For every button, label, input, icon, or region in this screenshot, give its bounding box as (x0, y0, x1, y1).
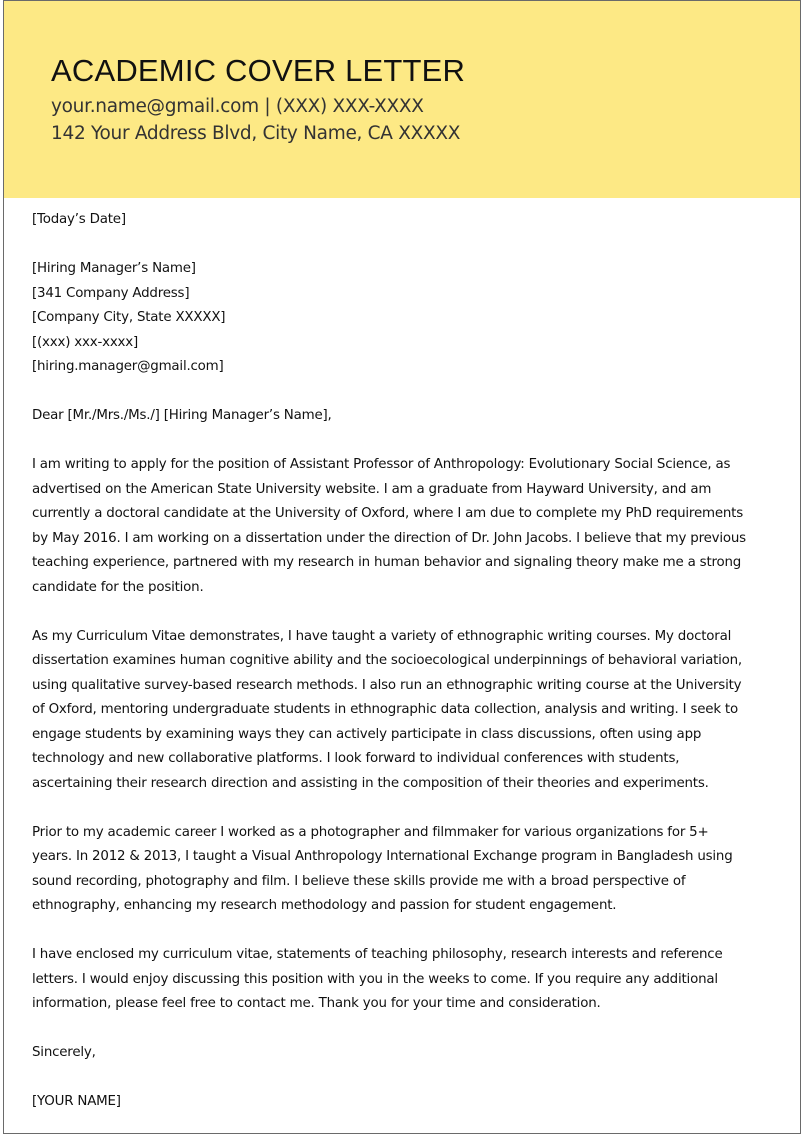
salutation-block (32, 404, 772, 429)
signature-name: [YOUR NAME] (32, 1094, 121, 1109)
paragraph-1 (32, 453, 772, 600)
recipient-city-state: [Company City, State XXXXX] (32, 310, 226, 325)
paragraph-3 (32, 821, 772, 919)
paragraph-line: ascertaining their research direction and assisting in the composition of their theories and experiments. (32, 775, 709, 791)
page-title: ACADEMIC COVER LETTER (51, 53, 466, 88)
letter-date: [Today’s Date] (32, 212, 126, 227)
paragraph-line: of Oxford, mentoring undergraduate students in ethnographic data collection, analysis and writing. I seek to (32, 702, 738, 717)
recipient-block (32, 257, 772, 380)
paragraph-line: advertised on the American State University website. I am a graduate from Hayward University, and am (32, 481, 712, 497)
paragraph-line: sound recording, photography and film. I believe these skills provide me with a broad perspective of (32, 873, 686, 889)
paragraph-line: using qualitative survey-based research methods. I also run an ethnographic writing course at the University (32, 677, 742, 693)
paragraph-line: years. In 2012 & 2013, I taught a Visual Anthropology International Exchange program in Bangladesh using (32, 849, 733, 864)
paragraph-line: dissertation examines human cognitive ability and the socioecological underpinnings of behavioral variation, (32, 653, 742, 668)
paragraph-line: teaching experience, partnered with my research in human behavior and signaling theory make me a strong (32, 555, 742, 570)
salutation: Dear [Mr./Mrs./Ms./] [Hiring Manager’s Name], (32, 408, 332, 423)
paragraph-4 (32, 943, 772, 1017)
recipient-email: [hiring.manager@gmail.com] (32, 359, 224, 374)
recipient-phone: [(xxx) xxx-xxxx] (32, 334, 139, 350)
header-band (4, 1, 800, 198)
recipient-address: [341 Company Address] (32, 285, 190, 301)
paragraph-line: by May 2016. I am working on a dissertation under the direction of Dr. John Jacobs. I believe that my previous (32, 530, 746, 546)
paragraph-line: candidate for the position. (32, 579, 204, 595)
contact-address: 142 Your Address Blvd, City Name, CA XXXXX (51, 123, 461, 144)
paragraph-line: ethnography, enhancing my research methodology and passion for student engagement. (32, 898, 617, 913)
paragraph-line: engage students by examining ways they can actively participate in class discussions, often using app (32, 726, 702, 742)
closing: Sincerely, (32, 1045, 96, 1060)
paragraph-line: technology and new collaborative platforms. I look forward to individual conferences with students, (32, 751, 680, 766)
contact-email-phone: your.name@gmail.com | (XXX) XXX-XXXX (51, 96, 424, 117)
signature-block (32, 1090, 772, 1115)
paragraph-line: I have enclosed my curriculum vitae, statements of teaching philosophy, research interests and reference (32, 947, 723, 962)
letter-body (32, 208, 772, 1134)
paragraph-2 (32, 625, 772, 797)
paragraph-line: As my Curriculum Vitae demonstrates, I have taught a variety of ethnographic writing courses. My doctoral (32, 628, 732, 644)
recipient-name: [Hiring Manager’s Name] (32, 261, 196, 276)
cover-letter-page (3, 0, 801, 1134)
letter-date-block (32, 208, 772, 233)
paragraph-line: Prior to my academic career I worked as a photographer and filmmaker for various organizations for 5+ (32, 824, 709, 840)
paragraph-line: currently a doctoral candidate at the University of Oxford, where I am due to complete my PhD requirements (32, 506, 743, 521)
paragraph-line: I am writing to apply for the position of Assistant Professor of Anthropology: Evolutionary Social Science, as (32, 457, 731, 472)
closing-block (32, 1041, 772, 1066)
paragraph-line: information, please feel free to contact me. Thank you for your time and consideration. (32, 996, 601, 1011)
paragraph-line: letters. I would enjoy discussing this position with you in the weeks to come. If you require any additional (32, 971, 718, 987)
